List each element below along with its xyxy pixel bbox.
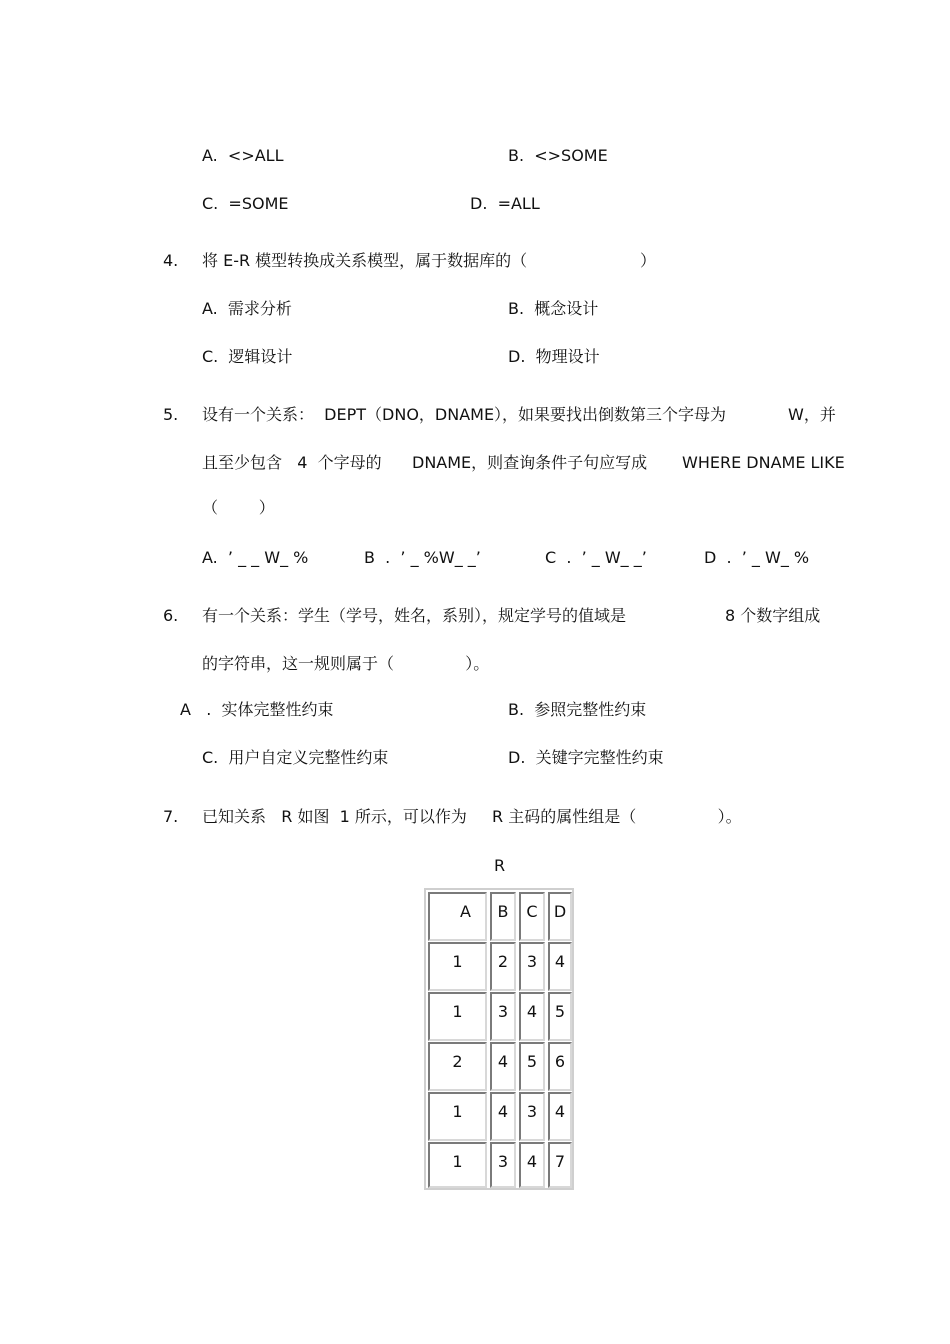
q5-line2: 且至少包含 4 个字母的 xyxy=(202,453,382,472)
table-cell: 4 xyxy=(490,1092,516,1141)
q7-stem: 已知关系 R 如图 1 所示，可以作为 xyxy=(202,807,467,826)
table-cell: 1 xyxy=(428,942,487,991)
q6-line1-end: 8 个数字组成 xyxy=(725,606,821,625)
table-cell: 3 xyxy=(519,942,545,991)
table-cell: 7 xyxy=(548,1142,572,1188)
table-cell: 1 xyxy=(428,992,487,1041)
table-cell: 4 xyxy=(548,1092,572,1141)
table-cell: 4 xyxy=(519,1142,545,1188)
table-cell: 2 xyxy=(490,942,516,991)
q4-option-a: A. 需求分析 xyxy=(202,299,292,318)
table-cell: 3 xyxy=(490,992,516,1041)
q5-number: 5. xyxy=(163,405,179,424)
q6-option-d: D. 关键字完整性约束 xyxy=(508,748,664,767)
table-cell: 1 xyxy=(428,1142,487,1188)
q6-option-a: A . 实体完整性约束 xyxy=(180,700,334,719)
table-caption: R xyxy=(494,856,506,875)
q4-stem-close: ） xyxy=(640,251,657,270)
q3-option-a: A. <>ALL xyxy=(202,146,284,165)
q5-option-a: A. ’ _ _ W_ % xyxy=(202,548,309,567)
q6-number: 6. xyxy=(163,606,179,625)
q5-line2-end: WHERE DNAME LIKE xyxy=(682,453,845,472)
table-header-cell-c: C xyxy=(519,892,545,941)
q6-line1: 有一个关系：学生（学号，姓名，系别），规定学号的值域是 xyxy=(202,606,627,625)
q6-option-b: B. 参照完整性约束 xyxy=(508,700,647,719)
q5-line1: 设有一个关系： DEPT（DNO，DNAME），如果要找出倒数第三个字母为 xyxy=(202,405,727,424)
q3-option-b: B. <>SOME xyxy=(508,146,608,165)
table-cell: 3 xyxy=(490,1142,516,1188)
table-cell: 4 xyxy=(519,992,545,1041)
q5-line1-end: W，并 xyxy=(788,405,836,424)
table-header-cell-a: A xyxy=(428,892,487,941)
q5-answer-paren: （ ） xyxy=(202,498,275,517)
table-cell: 5 xyxy=(548,992,572,1041)
q7-number: 7. xyxy=(163,807,179,826)
q4-option-b: B. 概念设计 xyxy=(508,299,599,318)
relation-r-table xyxy=(424,888,574,1190)
table-cell: 4 xyxy=(490,1042,516,1091)
q3-option-d: D. =ALL xyxy=(470,194,540,213)
q6-line2: 的字符串，这一规则属于（ ）。 xyxy=(202,654,490,673)
table-cell: 4 xyxy=(548,942,572,991)
q5-option-d: D . ’ _ W_ % xyxy=(704,548,810,567)
q5-option-b: B . ’ _ %W_ _’ xyxy=(364,548,481,567)
q4-option-d: D. 物理设计 xyxy=(508,347,600,366)
q6-option-c: C. 用户自定义完整性约束 xyxy=(202,748,389,767)
table-cell: 1 xyxy=(428,1092,487,1141)
table-header-cell-d: D xyxy=(548,892,572,941)
table-cell: 3 xyxy=(519,1092,545,1141)
q4-stem: 将 E-R 模型转换成关系模型，属于数据库的（ xyxy=(202,251,528,270)
table-cell: 5 xyxy=(519,1042,545,1091)
q7-stem-end: R 主码的属性组是（ ）。 xyxy=(492,807,742,826)
table-header-cell-b: B xyxy=(490,892,516,941)
q4-number: 4. xyxy=(163,251,179,270)
q5-option-c: C . ’ _ W_ _’ xyxy=(545,548,647,567)
q3-option-c: C. =SOME xyxy=(202,194,289,213)
table-cell: 2 xyxy=(428,1042,487,1091)
q5-line2-mid: DNAME，则查询条件子句应写成 xyxy=(412,453,648,472)
table-cell: 6 xyxy=(548,1042,572,1091)
q4-option-c: C. 逻辑设计 xyxy=(202,347,293,366)
